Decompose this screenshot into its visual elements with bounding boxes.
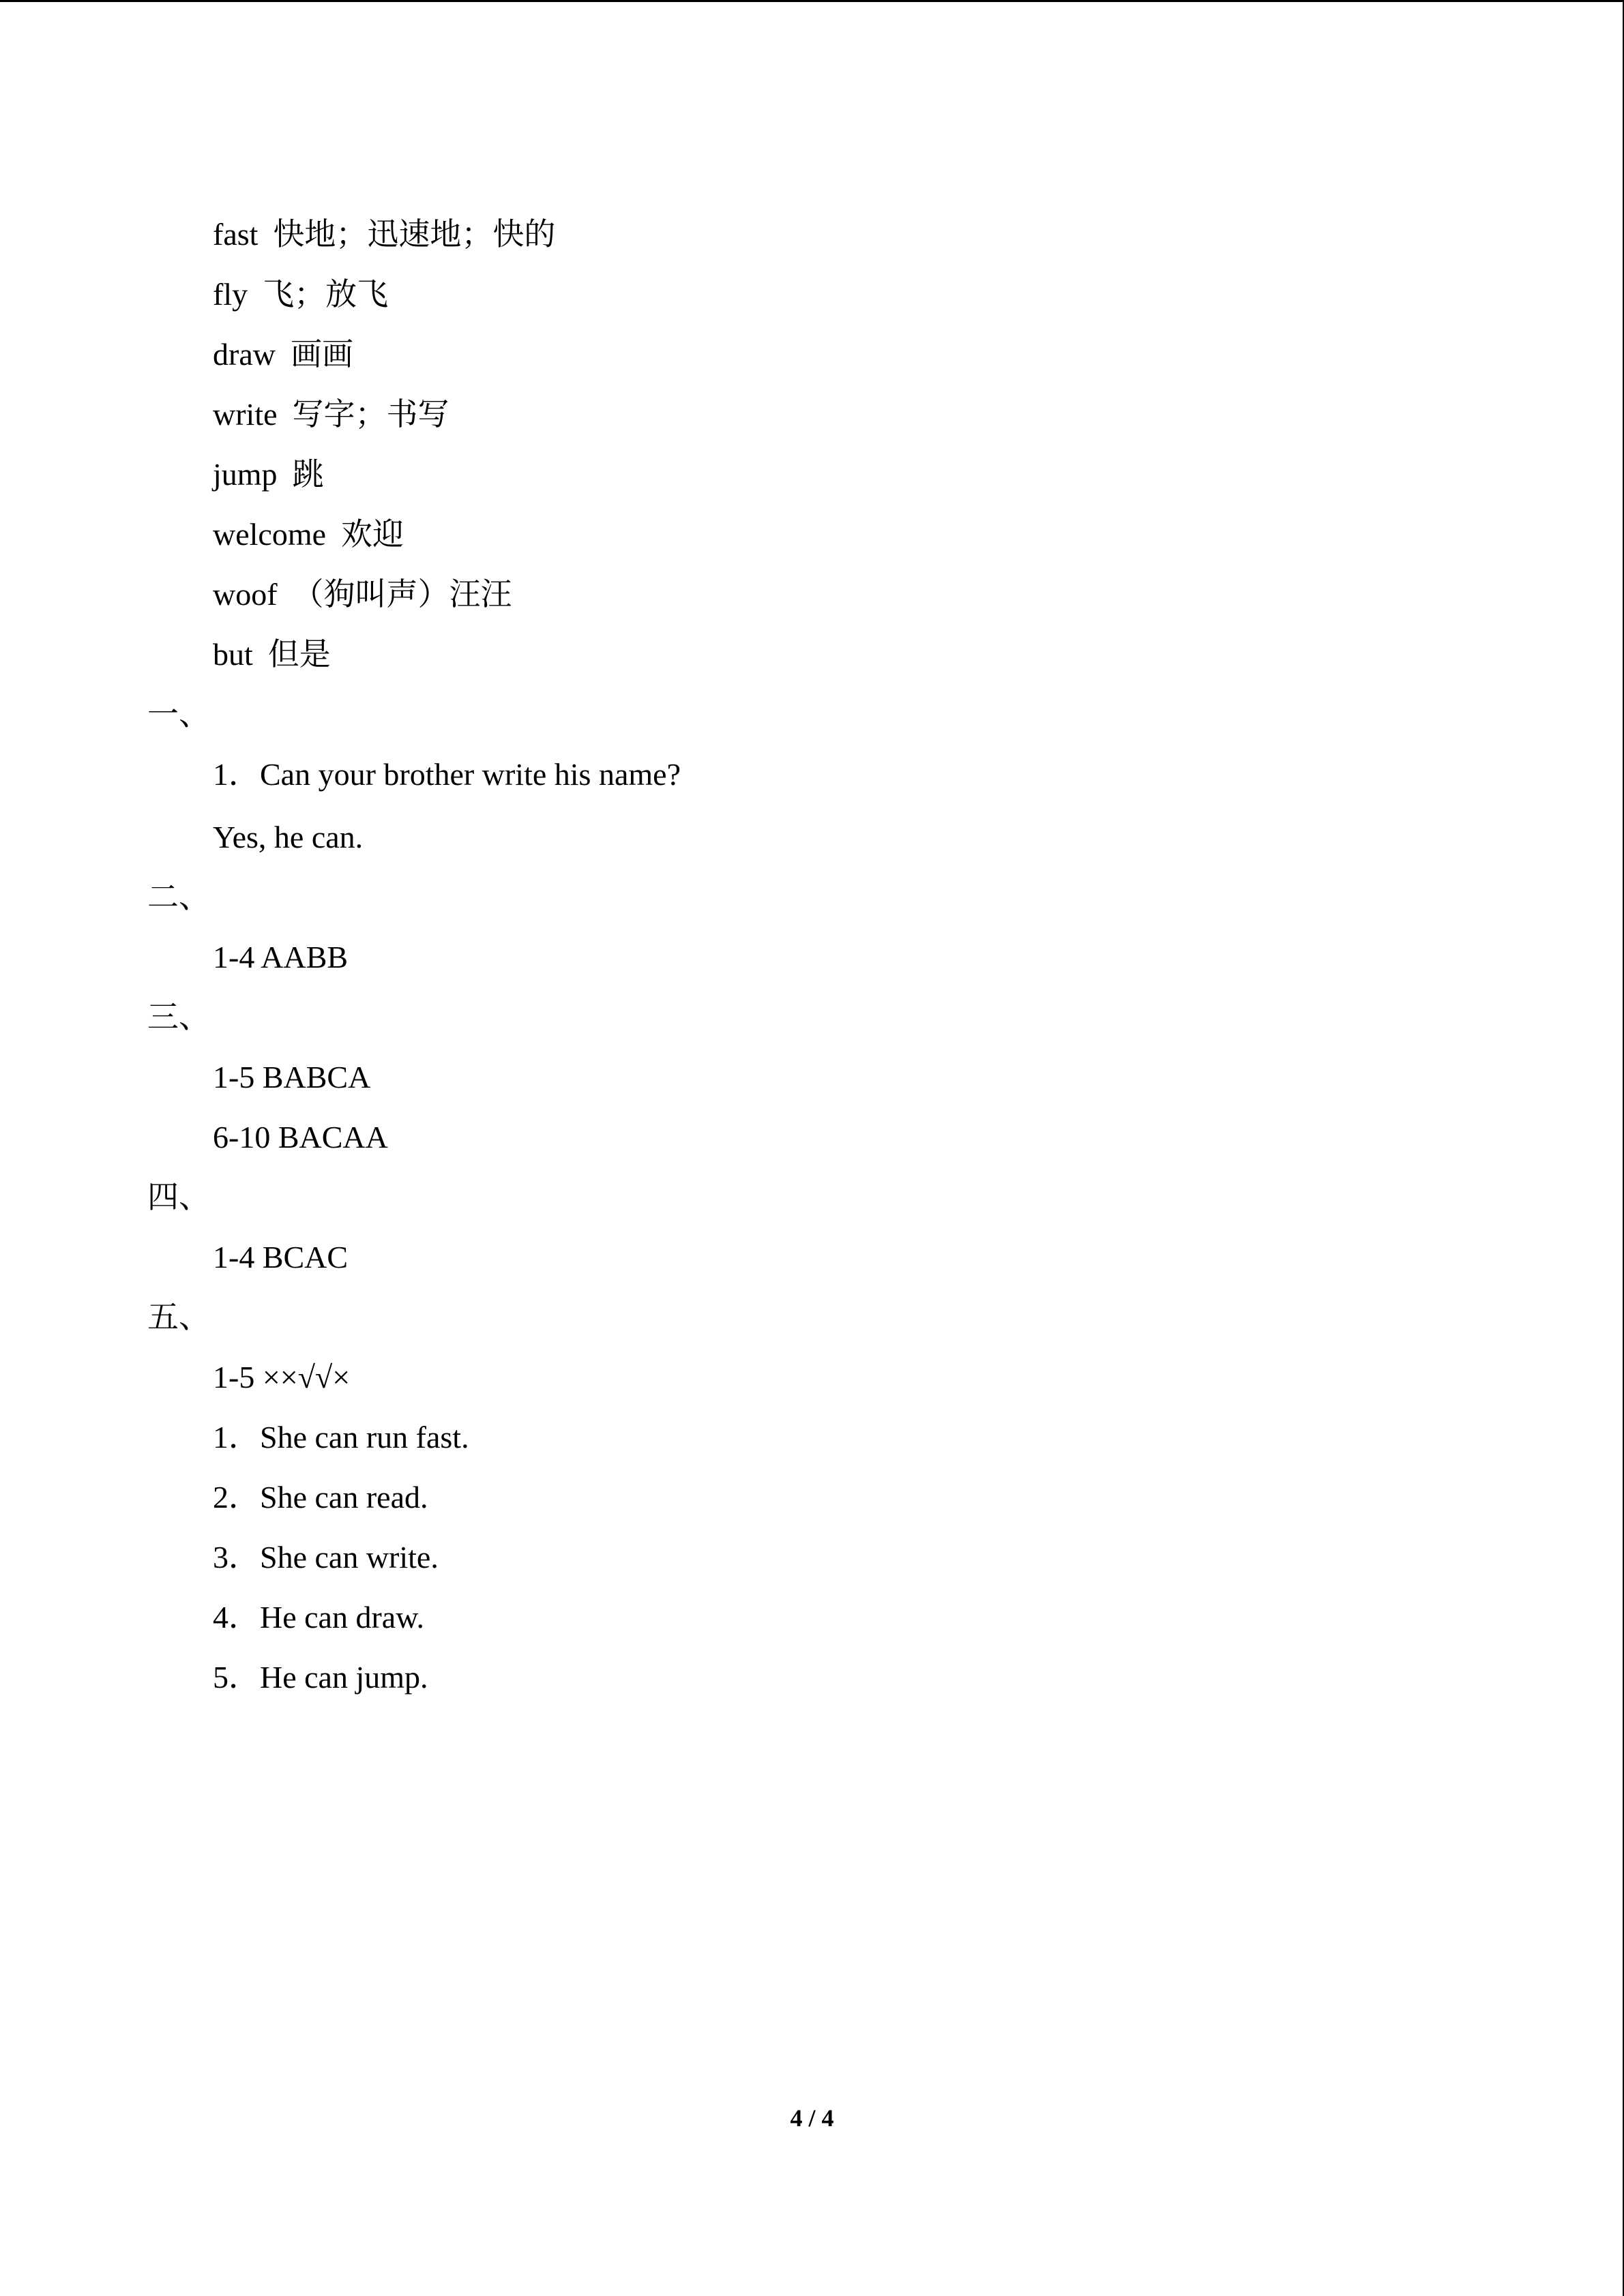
page-top-border <box>0 0 1624 2</box>
answer-line: 5．He can jump. <box>213 1660 428 1695</box>
section-heading-1: 一、 <box>147 697 210 732</box>
vocab-meaning: 写字；书写 <box>292 397 449 432</box>
answer-line: 1-5 ××√√× <box>213 1360 351 1395</box>
answer-line: 1．She can run fast. <box>213 1420 469 1455</box>
vocab-meaning: 跳 <box>292 457 324 492</box>
vocab-word: write <box>213 397 278 432</box>
vocab-meaning: 快地；迅速地；快的 <box>273 217 556 252</box>
vocab-word: but <box>213 637 253 672</box>
answer-line: 6-10 BACAA <box>213 1120 388 1154</box>
vocab-item <box>213 336 353 374</box>
vocab-meaning: 画画 <box>290 337 353 372</box>
vocab-item <box>213 636 331 674</box>
vocab-item <box>213 396 449 434</box>
answer-line: Yes, he can. <box>213 820 364 854</box>
vocab-word: welcome <box>213 517 327 552</box>
section-heading-3: 三、 <box>147 1000 210 1034</box>
vocab-word: fly <box>213 277 248 312</box>
section-heading-2: 二、 <box>147 880 210 914</box>
vocab-item <box>213 215 555 254</box>
vocab-meaning: 但是 <box>267 637 331 672</box>
vocab-item <box>213 275 388 314</box>
vocab-item <box>213 576 512 614</box>
answer-line: 1-4 AABB <box>213 940 349 974</box>
section-heading-4: 四、 <box>147 1180 210 1214</box>
vocab-word: jump <box>213 457 278 492</box>
answer-line: 2．She can read. <box>213 1480 428 1515</box>
vocab-meaning: 欢迎 <box>341 517 404 552</box>
answer-line: 1．Can your brother write his name? <box>213 757 681 792</box>
section-heading-5: 五、 <box>147 1300 210 1335</box>
vocab-meaning: （狗叫声）汪汪 <box>292 577 512 612</box>
answer-line: 1-4 BCAC <box>213 1240 349 1274</box>
answer-line: 4．He can draw. <box>213 1600 424 1635</box>
vocab-meaning: 飞；放飞 <box>263 277 389 312</box>
vocab-item <box>213 516 404 554</box>
vocab-word: fast <box>213 217 259 252</box>
answer-line: 3．She can write. <box>213 1540 439 1575</box>
answer-line: 1-5 BABCA <box>213 1060 371 1094</box>
vocab-item <box>213 456 324 494</box>
vocab-word: woof <box>213 577 278 612</box>
page-number: 4 / 4 <box>790 2104 834 2132</box>
vocab-word: draw <box>213 337 276 372</box>
